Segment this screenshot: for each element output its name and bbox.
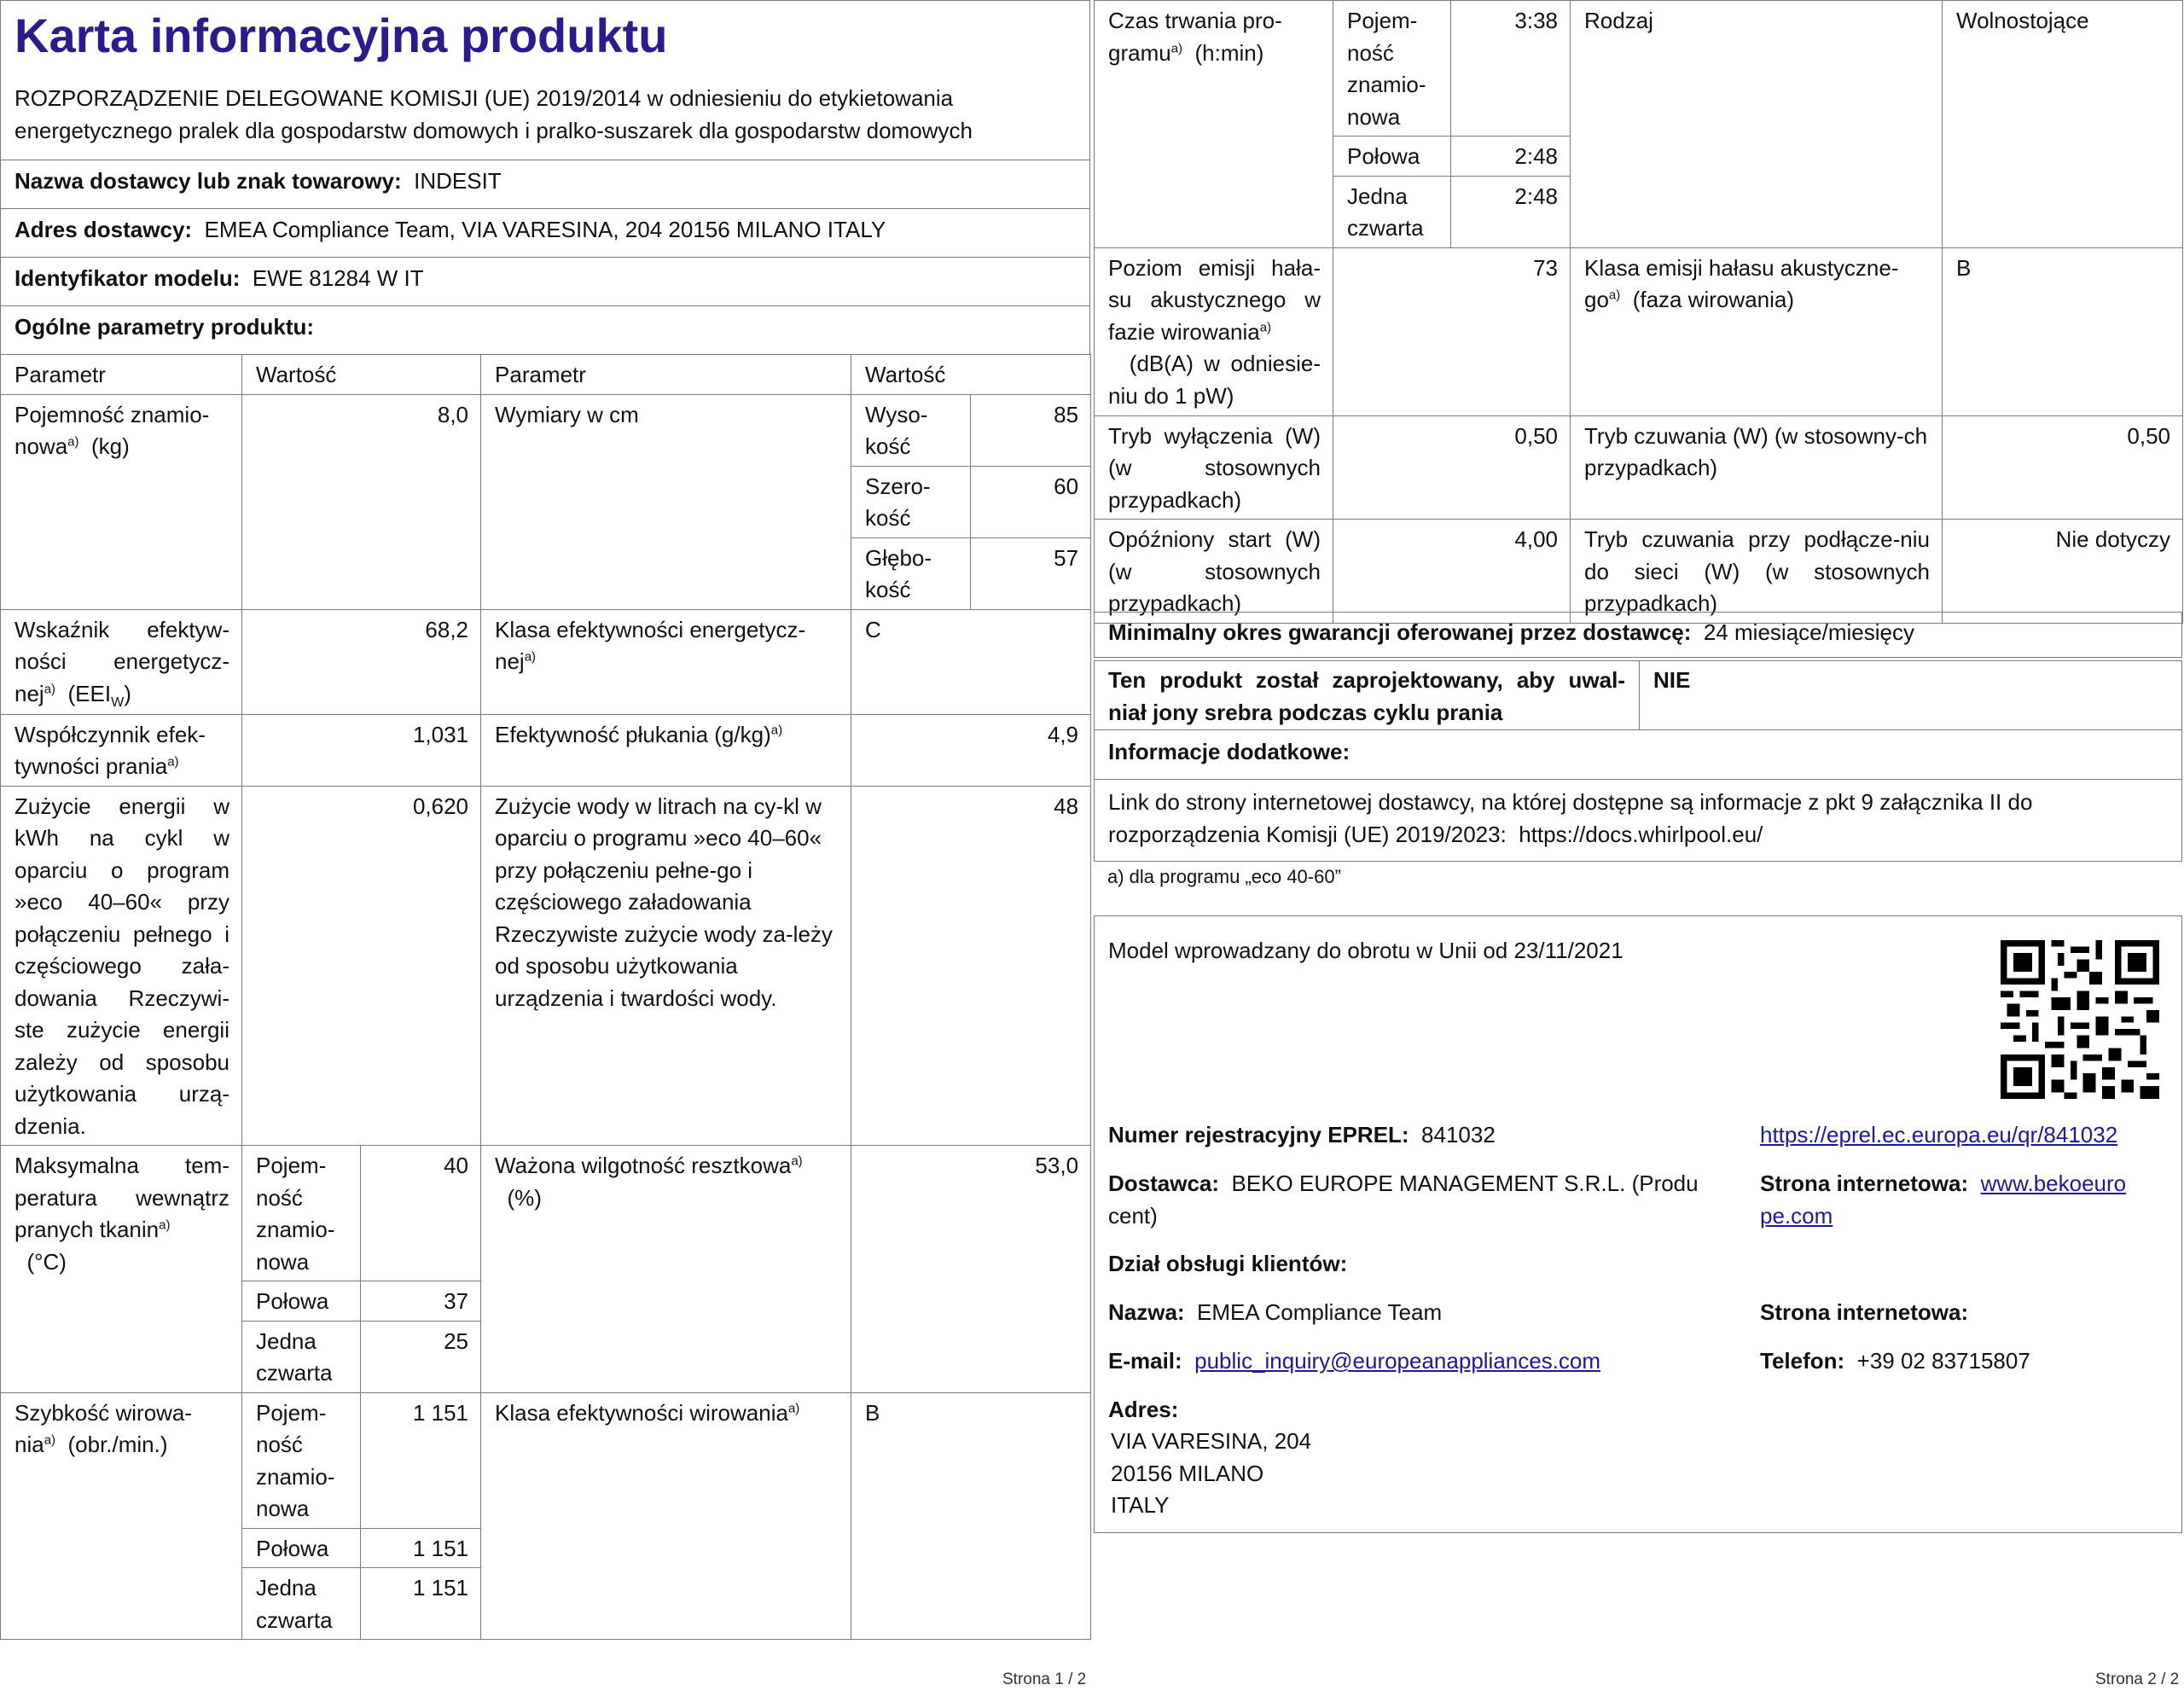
network-standby-label: Tryb czuwania przy podłącze-niu do sieci (W) (w stosownych przypadkach) xyxy=(1571,520,1943,624)
email-link[interactable]: public_inquiry@europeanappliances.com xyxy=(1194,1348,1601,1374)
warranty-row xyxy=(1094,612,2182,658)
energy-consumption-value: 0,620 xyxy=(242,786,481,1146)
depth-value: 57 xyxy=(971,537,1091,609)
service-address: VIA VARESINA, 204 20156 MILANO ITALY xyxy=(1111,1428,1312,1518)
page-title: Karta informacyjna produktu xyxy=(15,9,668,62)
duration-full-label: Pojem-ność znamio-nowa xyxy=(1333,1,1451,137)
duration-label: Czas trwania pro- gramu$^{a)}$ (h:min) xyxy=(1095,1,1333,248)
supplier-value: INDESIT xyxy=(414,168,502,194)
wash-efficiency-value: 1,031 xyxy=(242,714,481,786)
temp-full-label: Pojem-ność znamio-nowa xyxy=(242,1146,361,1281)
model-label: Identyfikator modelu: xyxy=(15,265,241,291)
off-mode-label: Tryb wyłączenia (W) (w stosownych przypadkach) xyxy=(1095,415,1333,520)
manufacturer-info: Dostawca: BEKO EUROPE MANAGEMENT S.R.L. (Produ cent) xyxy=(1108,1171,1699,1229)
duration-half-value: 2:48 xyxy=(1451,137,1571,177)
address-label: Adres dostawcy: xyxy=(15,217,193,242)
max-temperature-label: Maksymalna tem-peratura wewnątrz pranych tkanin$^{a)}$ (°C) xyxy=(1,1146,242,1393)
service-email: E-mail: public_inquiry@europeanappliances.com xyxy=(1108,1348,1601,1374)
service-phone: Telefon: +39 02 83715807 xyxy=(1760,1348,2030,1374)
moisture-value: 53,0 xyxy=(851,1146,1091,1393)
spin-quarter-value: 1 151 xyxy=(361,1568,481,1640)
link-text: Link do strony internetowej dostawcy, na której dostępne są informacje z pkt 9 załącznika II do rozporządzenia Komisji (UE) 2019/2023: https://docs.whirlpool.eu/ xyxy=(1108,789,2033,847)
silver-ions-label-cell xyxy=(1094,660,1640,730)
service-website-label: Strona internetowa: xyxy=(1760,1299,1969,1325)
wash-efficiency-label: Współczynnik efek- tywności prania$^{a)}$ xyxy=(1,714,242,786)
silver-ions-value-cell xyxy=(1639,660,2182,730)
dimensions-label: Wymiary w cm xyxy=(481,394,851,609)
moisture-label: Ważona wilgotność resztkowa$^{a)}$ (%) xyxy=(481,1146,851,1393)
delay-start-label: Opóźniony start (W) (w stosownych przypadkach) xyxy=(1095,520,1333,624)
type-value: Wolnostojące xyxy=(1943,1,2183,248)
standby-value: 0,50 xyxy=(1943,415,2183,520)
duration-half-label: Połowa xyxy=(1333,137,1451,177)
link-row xyxy=(1094,779,2182,862)
temp-half-label: Połowa xyxy=(242,1281,361,1322)
eei-label: Wskaźnik efektyw-ności energetycz- nej$^{a)}$ $(EEI_W)$ xyxy=(1,609,242,714)
header-param-2: Parametr xyxy=(481,355,851,395)
page-number-1: Strona 1 / 2 xyxy=(1002,1670,1087,1688)
model-value: EWE 81284 W IT xyxy=(252,265,424,291)
delay-start-value: 4,00 xyxy=(1333,520,1571,624)
supplier-row xyxy=(0,160,1090,209)
spin-speed-label: Szybkość wirowa- nia$^{a)}$ (obr./min.) xyxy=(1,1392,242,1640)
noise-class-value: B xyxy=(1943,247,2183,415)
qr-code-icon xyxy=(2001,940,2159,1099)
additional-info-row xyxy=(1094,729,2182,780)
parameters-table xyxy=(0,354,1091,1640)
service-name: Nazwa: EMEA Compliance Team xyxy=(1108,1299,1443,1325)
rinse-value: 4,9 xyxy=(851,714,1091,786)
width-value: 60 xyxy=(971,466,1091,537)
width-label: Szero-kość xyxy=(851,466,971,537)
silver-ions-value: NIE xyxy=(1653,667,1691,693)
spin-full-value: 1 151 xyxy=(361,1392,481,1528)
silver-ions-label: Ten produkt został zaprojektowany, aby uwal-niał jony srebra podczas cyklu prania xyxy=(1108,667,1625,725)
spin-class-value: B xyxy=(851,1392,1091,1640)
additional-info-label: Informacje dodatkowe: xyxy=(1108,739,1350,764)
height-label: Wyso-kość xyxy=(851,394,971,466)
water-consumption-label: Zużycie wody w litrach na cy-kl w oparciu o programu »eco 40–60« przy połączeniu pełne-go i częściowego załadowania Rzeczywiste zużycie wody za-leży od sposobu użytkowania urządzenia i twardości wody. xyxy=(481,786,851,1146)
eprel-number: Numer rejestracyjny EPREL: 841032 xyxy=(1108,1122,1496,1147)
header-value-1: Wartość xyxy=(242,355,481,395)
regulation-text: ROZPORZĄDZENIE DELEGOWANE KOMISJI (UE) 2019/2014 w odniesieniu do etykietowania energetycznego pralek dla gospodarstw domowych i pralko-suszarek dla gospodarstw domowych xyxy=(15,85,973,143)
warranty-value: 24 miesiące/miesięcy xyxy=(1703,619,1914,645)
manufacturer-website: Strona internetowa: www.bekoeuro pe.com xyxy=(1760,1171,2127,1229)
capacity-label: Pojemność znamio- nowa$^{a)}$ (kg) xyxy=(1,394,242,609)
spin-full-label: Pojem-ność znamio-nowa xyxy=(242,1392,361,1528)
spin-half-value: 1 151 xyxy=(361,1528,481,1568)
market-date: Model wprowadzany do obrotu w Unii od 23/11/2021 xyxy=(1108,938,1623,963)
header-value-2: Wartość xyxy=(851,355,1091,395)
general-row xyxy=(0,305,1090,355)
off-mode-value: 0,50 xyxy=(1333,415,1571,520)
footnote: a) dla programu „eco 40-60” xyxy=(1107,866,1341,887)
temp-full-value: 40 xyxy=(361,1146,481,1281)
duration-quarter-label: Jedna czwarta xyxy=(1333,176,1451,247)
temp-half-value: 37 xyxy=(361,1281,481,1322)
address-row xyxy=(0,208,1090,258)
model-row xyxy=(0,257,1090,306)
capacity-value: 8,0 xyxy=(242,394,481,609)
supplier-docs-link[interactable]: https://docs.whirlpool.eu/ xyxy=(1519,821,1763,847)
page-number-2: Strona 2 / 2 xyxy=(2095,1670,2180,1688)
spin-quarter-label: Jedna czwarta xyxy=(242,1568,361,1640)
noise-label: Poziom emisji hała-su akustycznego w fazie wirowania$^{a)}$ (dB(A) w odniesie-niu do 1 pW) xyxy=(1095,247,1333,415)
general-label: Ogólne parametry produktu: xyxy=(15,314,315,340)
noise-value: 73 xyxy=(1333,247,1571,415)
temp-quarter-value: 25 xyxy=(361,1321,481,1392)
energy-class-value: C xyxy=(851,609,1091,714)
energy-consumption-label: Zużycie energii w kWh na cykl w oparciu o program »eco 40–60« przy połączeniu pełnego i częściowego zała-dowania Rzeczywi-ste zużycie energii zależy od sposobu użytkowania urzą-dzenia. xyxy=(1,786,242,1146)
supplier-label: Nazwa dostawcy lub znak towarowy: xyxy=(15,168,402,194)
duration-full-value: 3:38 xyxy=(1451,1,1571,137)
temp-quarter-label: Jedna czwarta xyxy=(242,1321,361,1392)
address-value: EMEA Compliance Team, VIA VARESINA, 204 20156 MILANO ITALY xyxy=(204,217,886,242)
parameters-table-2 xyxy=(1094,0,2183,624)
spin-half-label: Połowa xyxy=(242,1528,361,1568)
noise-class-label: Klasa emisji hałasu akustyczne- $go^{a)}$ (faza wirowania) xyxy=(1571,247,1943,415)
rinse-label: Efektywność płukania $(g/kg)^{a)}$ xyxy=(481,714,851,786)
standby-label: Tryb czuwania (W) (w stosowny-ch przypadkach) xyxy=(1571,415,1943,520)
duration-quarter-value: 2:48 xyxy=(1451,176,1571,247)
service-address-label: Adres: xyxy=(1108,1397,1179,1422)
energy-class-label: Klasa efektywności energetycz- nej$^{a)}$ xyxy=(481,609,851,714)
eprel-box xyxy=(1094,915,2182,1533)
height-value: 85 xyxy=(971,394,1091,466)
depth-label: Głębo-kość xyxy=(851,537,971,609)
eprel-link[interactable]: https://eprel.ec.europa.eu/qr/841032 xyxy=(1760,1122,2118,1147)
spin-class-label: Klasa efektywności wirowania$^{a)}$ xyxy=(481,1392,851,1640)
warranty-label: Minimalny okres gwarancji oferowanej przez dostawcę: xyxy=(1108,619,1692,645)
header-param-1: Parametr xyxy=(1,355,242,395)
network-standby-value: Nie dotyczy xyxy=(1943,520,2183,624)
type-label: Rodzaj xyxy=(1571,1,1943,248)
eei-value: 68,2 xyxy=(242,609,481,714)
manufacturer-website-link[interactable]: www.bekoeuro pe.com xyxy=(1760,1171,2127,1229)
water-consumption-value: 48 xyxy=(851,786,1091,1146)
title-box xyxy=(0,0,1090,160)
customer-service-label: Dział obsługi klientów: xyxy=(1108,1251,1348,1276)
